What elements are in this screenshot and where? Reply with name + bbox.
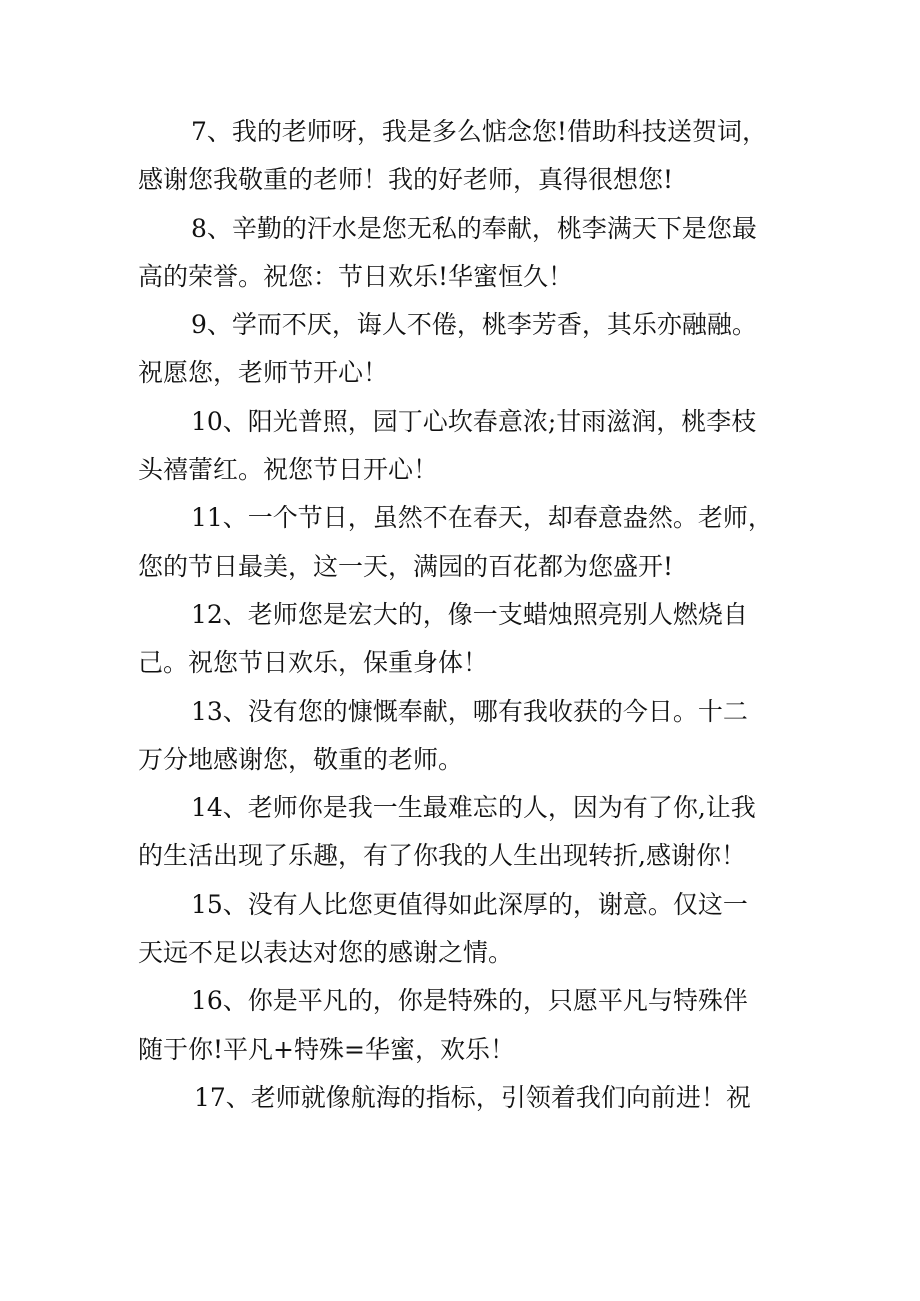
paragraph-14 [138, 784, 788, 881]
paragraph-line: 15、没有人比您更值得如此深厚的，谢意。仅这一 [191, 889, 748, 919]
document-body [138, 108, 788, 1122]
paragraph-line: 祝愿您，老师节开心！ [138, 358, 389, 388]
paragraph-13 [138, 688, 788, 785]
paragraph-line: 9、学而不厌，诲人不倦，桃李芳香，其乐亦融融。 [191, 310, 757, 340]
paragraph-17 [138, 1074, 788, 1122]
paragraph-line: 14、老师你是我一生最难忘的人，因为有了你,让我 [191, 793, 756, 823]
paragraph-line: 头禧蕾红。祝您节日开心！ [138, 455, 439, 485]
paragraph-10 [138, 398, 788, 495]
paragraph-line: 16、你是平凡的，你是特殊的，只愿平凡与特殊伴 [191, 986, 748, 1016]
paragraph-line: 感谢您我敬重的老师！我的好老师，真得很想您! [138, 165, 674, 195]
paragraph-12 [138, 591, 788, 688]
paragraph-line: 17、老师就像航海的指标，引领着我们向前进！祝 [194, 1082, 751, 1112]
paragraph-line: 天远不足以表达对您的感谢之情。 [138, 938, 514, 968]
paragraph-line: 12、老师您是宏大的，像一支蜡烛照亮别人燃烧自 [191, 599, 748, 629]
paragraph-15 [138, 881, 788, 978]
paragraph-11 [138, 494, 788, 591]
paragraph-line: 7、我的老师呀，我是多么惦念您!借助科技送贺词， [191, 117, 767, 146]
paragraph-16 [138, 977, 788, 1074]
paragraph-8 [138, 205, 788, 302]
paragraph-line: 10、阳光普照，园丁心坎春意浓;甘雨滋润，桃李枝 [191, 406, 757, 436]
paragraph-line: 万分地感谢您，敬重的老师。 [138, 744, 464, 774]
paragraph-7 [138, 108, 788, 205]
paragraph-line: 的生活出现了乐趣，有了你我的人生出现转折,感谢你！ [138, 841, 746, 871]
paragraph-line: 随于你!平凡+特殊=华蜜，欢乐！ [138, 1034, 515, 1064]
paragraph-line: 己。祝您节日欢乐，保重身体！ [138, 648, 489, 678]
paragraph-line: 您的节日最美，这一天，满园的百花都为您盛开! [138, 551, 674, 581]
paragraph-line: 11、一个节日，虽然不在春天，却春意盎然。老师， [191, 503, 773, 533]
paragraph-9 [138, 301, 788, 398]
paragraph-line: 13、没有您的慷慨奉献，哪有我收获的今日。十二 [191, 696, 748, 726]
paragraph-line: 8、辛勤的汗水是您无私的奉献，桃李满天下是您最 [191, 213, 757, 243]
paragraph-line: 高的荣誉。祝您：节日欢乐!华蜜恒久！ [138, 261, 574, 291]
